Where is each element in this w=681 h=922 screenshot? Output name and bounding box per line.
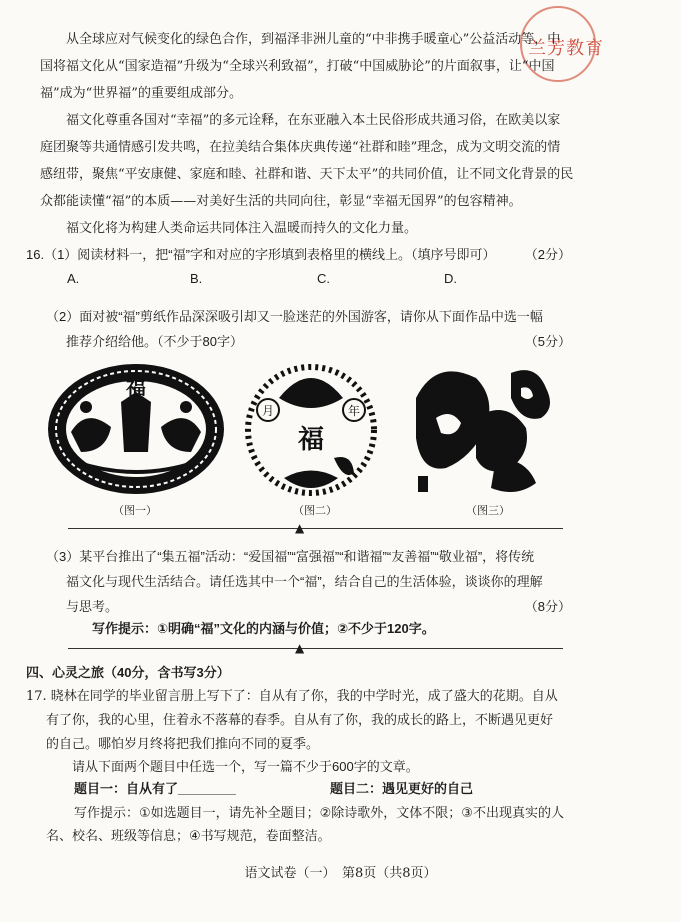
passage-line: 庭团聚等共通情感引发共鸣，在拉美结合集体庆典传递“社群和睦”理念，成为文明交流的情 [40, 140, 561, 155]
watermark-stamp: 兰芳教育 [528, 38, 604, 59]
passage-line: 福”成为“世界福”的重要组成部分。 [40, 86, 242, 101]
passage-line: 众都能读懂“福”的本质——对美好生活的共同向往，彰显“幸福无国界”的包容精神。 [40, 194, 522, 209]
q16-part3-line1: （3）某平台推出了“集五福”活动：“爱国福”“富强福”“和谐福”“友善福”“敬业福”，将传统 [46, 549, 535, 564]
fig2-char-year: 年 [347, 404, 361, 418]
q17-line2: 有了你，我的心里，住着永不落幕的春季。自从有了你，我的成长的路上，不断遇见更好 [46, 713, 554, 728]
option-c: C. [317, 271, 330, 286]
passage-line: 福文化尊重各国对“幸福”的多元诠释，在东亚融入本土民俗形成共通习俗，在欧美以家 [66, 113, 561, 128]
option-b: B. [190, 271, 203, 286]
passage-line: 国将福文化从“国家造福”升级为“全球兴利致福”，打破“中国威胁论”的片面叙事，让“中国 [40, 59, 555, 74]
q17-hint-line1: 写作提示：①如选题目一，请先补全题目；②除诗歌外，文体不限；③不出现真实的人 [74, 805, 564, 820]
q16-part3-text: 与思考。 [66, 599, 119, 614]
q17-instruction: 请从下面两个题目中任选一个，写一篇不少于600字的文章。 [72, 759, 419, 774]
fig2-char-moon: 月 [261, 404, 275, 418]
q16-part1-score: （2分） [524, 247, 571, 262]
q16-part2-line1: （2）面对被“福”剪纸作品深深吸引却又一脸迷茫的外国游客，请你从下面作品中选一幅 [46, 309, 543, 324]
answer-line [68, 648, 563, 649]
page-footer: 语文试卷（一） 第8页（共8页） [244, 866, 437, 881]
figure-2-caption: （图二） [293, 504, 337, 517]
figure-1-caption: （图一） [113, 504, 157, 517]
q16-writing-hint: 写作提示：①明确“福”文化的内涵与价值；②不少于120字。 [92, 621, 435, 636]
papercut-figure-1 [46, 362, 226, 497]
q16-part3-line2: 福文化与现代生活结合。请任选其中一个“福”，结合自己的生活体验，谈谈你的理解 [66, 574, 543, 589]
figure-3-caption: （图三） [466, 504, 510, 517]
q16-part2-text: 推荐介绍给他。（不少于80字） [66, 334, 243, 349]
passage-line: 福文化将为构建人类命运共同体注入温暖而持久的文化力量。 [66, 221, 418, 236]
passage-line: 从全球应对气候变化的绿色合作，到福泽非洲儿童的“中非携手暖童心”公益活动等，中 [66, 32, 561, 47]
q17-line3: 的自己。哪怕岁月终将把我们推向不同的夏季。 [46, 737, 320, 752]
q16-part2-score: （5分） [524, 334, 571, 349]
q17-title-option-1: 题目一：自从有了________ [74, 781, 236, 796]
q16-part3-score: （8分） [524, 599, 571, 614]
section-heading: 四、心灵之旅（40分，含书写3分） [26, 665, 230, 680]
option-a: A. [67, 271, 80, 286]
answer-triangle: ▲ [295, 521, 305, 535]
q17-title-option-2: 题目二：遇见更好的自己 [330, 781, 474, 796]
passage-line: 感纽带，聚焦“平安康健、家庭和睦、社群和谐、天下太平”的共同价值，让不同文化背景的民 [40, 167, 574, 182]
q17-hint-line2: 名、校名、班级等信息；④书写规范，卷面整洁。 [46, 828, 331, 843]
q16-part1-text: 16.（1）阅读材料一，把“福”字和对应的字形填到表格里的横线上。（填序号即可） [26, 247, 496, 262]
fig2-char-fu: 福 [297, 425, 325, 455]
q17-line1: 17. 晓林在同学的毕业留言册上写下了：自从有了你，我的中学时光，成了盛大的花期。自从 [26, 689, 558, 704]
papercut-figure-3 [406, 358, 566, 500]
fig1-fu-char: 福 [126, 375, 146, 399]
q16-part2-line2 [66, 328, 571, 355]
option-d: D. [444, 271, 457, 286]
q16-part1 [26, 241, 571, 268]
papercut-figure-2 [244, 358, 378, 498]
answer-line [68, 528, 563, 529]
answer-triangle: ▲ [295, 641, 305, 655]
